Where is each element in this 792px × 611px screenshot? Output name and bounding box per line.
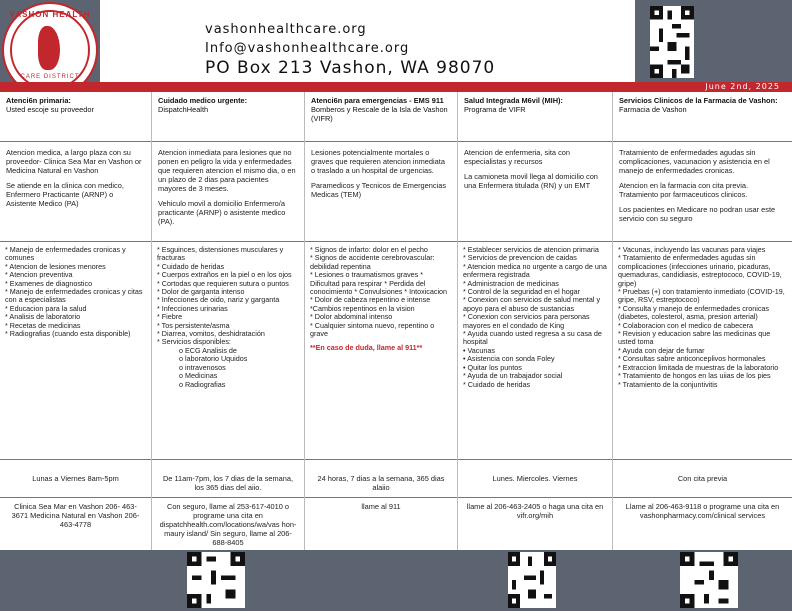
list-item: * Dolor de garganta intenso xyxy=(157,287,245,297)
services-list xyxy=(458,242,612,460)
list-item: * Diarrea, vomitos, deshidratación xyxy=(157,329,265,339)
column-emergency-care xyxy=(305,92,458,550)
column-pharmacy xyxy=(613,92,792,550)
list-item: * Tratamiento de la conjuntivitis xyxy=(618,379,718,389)
column-header xyxy=(305,92,457,142)
services-list xyxy=(0,242,151,460)
column-header xyxy=(613,92,792,142)
list-item: * Educacion para la salud xyxy=(5,303,87,313)
column-header xyxy=(0,92,151,142)
email-link[interactable]: Info@vashonhealthcare.org xyxy=(205,41,410,56)
list-item: * Consultas sabre anticonceplivos hormonales xyxy=(618,354,766,364)
column-urgent-care xyxy=(152,92,305,550)
list-item: * Dolor de cabeza repentino e intense *Cambios repentinos en la vision xyxy=(310,295,431,313)
list-item: * Ayuda de un trabajador social xyxy=(463,371,563,381)
logo-bottom-text: CARE DISTRICT xyxy=(20,74,80,80)
logo-top-text: VASHON HEALTH xyxy=(9,10,91,19)
hours-cell: Lunas a Viernes 8am-5pm xyxy=(0,460,151,498)
description-line: La camioneta movil llega al domicilio con una Enfermera titulada (RN) y un EMT xyxy=(464,172,598,190)
list-item: * Extraccion limitada de muestras de la laboratorio xyxy=(618,362,779,372)
contact-block xyxy=(205,22,495,78)
list-item: • Asistencia con sonda Foley xyxy=(463,354,555,364)
column-header xyxy=(458,92,612,142)
list-item: o Radiografias xyxy=(179,379,226,389)
column-description xyxy=(305,142,457,242)
list-item: o laboratorio Uquidos xyxy=(179,354,248,364)
list-item: * Establecer servicios de atencion primaria xyxy=(463,245,599,254)
list-item: * Conexion con servicios de salud mental y apoyo para el abuso de sustancias xyxy=(463,295,601,313)
description-line: Los pacientes en Medicare no podran usar este servicio con su seguro xyxy=(619,205,776,223)
description-line: Vehiculo movil a domicilio Enfermero/a practicante (ARNP) o asistente medico (PA). xyxy=(158,199,286,226)
list-item: * Cuerpos extraños en la piel o en los ojos xyxy=(157,270,292,280)
column-subtitle: Bomberos y Rescale de la Isla de Vashon (VIFR) xyxy=(311,105,448,123)
list-item: • Vacunas xyxy=(463,345,495,355)
column-subtitle: Usted escoje su proveedor xyxy=(6,105,94,114)
column-title: Atenci6n para emergencias - EMS 911 xyxy=(311,96,444,105)
description-line: Atencion medica, a largo plaza con su proveedor- Clinica Sea Mar en Vashon or Medicina Natural en Vashon xyxy=(6,148,142,175)
contact-cell: Llame al 206-463-9118 o programe una cita en vashonpharmacy.com/clinical services xyxy=(625,502,780,520)
services-list xyxy=(613,242,792,460)
list-item: * Cuidado de heridas xyxy=(157,261,225,271)
services-list xyxy=(152,242,304,460)
list-item: * Tos persistente/asma xyxy=(157,320,230,330)
list-item: * Signos de accidente cerebrovascular: debilidad repentina xyxy=(310,253,435,271)
list-item: * Tratamiento de enfermedades agudas sin complicaciones (infecciones urinario, picaduras, quemaduras, candidiasis, estreptococo, COVID-19, gripe) xyxy=(618,253,782,288)
list-item: • Quitar los puntos xyxy=(463,362,522,372)
website-link[interactable]: vashonhealthcare.org xyxy=(205,22,367,37)
description-line: Atencion de enfermeria, sita con especialistas y recursos xyxy=(464,148,570,166)
list-item: * Atencion medica no urgente a cargo de una enfermera registrada xyxy=(463,261,607,280)
hours-cell: 24 horas, 7 dias a la semana, 365 dias alaiio xyxy=(305,460,457,498)
list-item: * Fiebre xyxy=(157,312,183,322)
list-item: * Cualquier sintoma nuevo, repentino o grave xyxy=(310,320,435,339)
list-item: * Vacunas, incluyendo las vacunas para viajes xyxy=(618,245,766,254)
issue-date: June 2nd, 2025 xyxy=(705,82,780,91)
list-item: * Administracion de medicinas xyxy=(463,278,559,288)
list-item: o ECG Analisis de xyxy=(179,345,237,355)
contact-cell: llame al 206-463-2405 o haga una cita en vifr.org/mih xyxy=(466,502,604,520)
list-item: o intravenosos xyxy=(179,362,226,372)
list-item: * Cuidado de heridas xyxy=(463,379,531,389)
column-title: Atenci6n primaria: xyxy=(6,96,71,105)
emergency-alert: **En caso de duda, llame al 911** xyxy=(310,343,423,353)
qr-code-icon xyxy=(680,552,738,608)
column-primary-care xyxy=(0,92,152,550)
list-item: * Radiografias (cuando esta disponible) xyxy=(5,329,131,339)
qr-code-icon xyxy=(508,552,556,608)
qr-code-icon xyxy=(650,6,694,78)
hours-cell: Con cita previa xyxy=(613,460,792,498)
contact-cell: Con seguro, llame al 253-617-4010 o programe una cita en dispatchhealth.com/locations/wa/vas hon-maury island/ Sin seguro, llame al 206-688-8405 xyxy=(159,502,297,547)
column-mobile-health xyxy=(458,92,613,550)
list-item: * Conexion con servicios para personas mayores en el condado de King xyxy=(463,312,590,330)
list-item: * Recetas de medicinas xyxy=(5,320,81,330)
services-table xyxy=(0,92,792,550)
list-item: * Dolor abdominal intenso xyxy=(310,312,393,322)
column-subtitle: DispatchHealth xyxy=(158,105,209,114)
description-line: Atencion en la farmacia con cita previa. Tratamiento por farmaceuticos clinicos. xyxy=(619,181,748,199)
column-title: Cuidado medico urgente: xyxy=(158,96,248,105)
column-subtitle: Programa de VIFR xyxy=(464,105,526,114)
description-line: Paramedicos y Tecnicos de Emergencias Medicas (TEM) xyxy=(311,181,447,199)
list-item: * Manejo de enfermedades cronicas y comunes xyxy=(5,245,126,263)
description-line: Tratamiento de enfermedades agudas sin complicaciones, vacunacion y asistencia en el manejo de enfermedades cronicas. xyxy=(619,148,770,175)
list-item: * Revision y educacion sabre las medicinas que usted toma xyxy=(618,329,771,347)
list-item: * Lesiones o traumatismos graves * Dificultad para respirar * Perdida del conocimiento * Convulsiones * Intoxicacion xyxy=(310,270,448,297)
hours-cell: De 11am-7pm, los 7 dias de la semana, los 365 dias del aiio. xyxy=(152,460,304,498)
description-line: Se atiende en la clinica con medico, Enfermero Practicante (ARNP) o Asistente Medico (PA) xyxy=(6,181,124,208)
column-description xyxy=(0,142,151,242)
list-item: o Medicinas xyxy=(179,371,218,381)
column-title: Servicios Clinicos de la Farmacia de Vashon: xyxy=(619,96,778,105)
column-description xyxy=(152,142,304,242)
list-item: * Infecciones urinarias xyxy=(157,303,228,313)
list-item: * Signos de infarto: dolor en el pecho xyxy=(310,245,428,254)
hours-cell: Lunes. Miercoles. Viernes xyxy=(458,460,612,498)
column-description xyxy=(458,142,612,242)
list-item: * Consulta y manejo de enfermedades cronicas (diabetes, colesterol, asma, presion arterial) xyxy=(618,303,770,322)
list-item: * Control de la seguridad en el hogar xyxy=(463,287,581,297)
list-item: * Servicios de prevencion de caidas xyxy=(463,253,577,263)
description-line: Lesiones potencialmente mortales o graves que requieren atencion inmediata o traslado a un hospital de urgencias. xyxy=(311,148,445,175)
column-title: Salud Integrada M6vil (MIH): xyxy=(464,96,563,105)
list-item: * Atencion de lesiones menores xyxy=(5,261,106,271)
column-subtitle: Farmacia de Vashon xyxy=(619,105,687,114)
list-item: * Manejo de enfermedades cronicas y citas con a especialistas xyxy=(5,287,143,305)
list-item: * Cortodas que requieren sutura o puntos xyxy=(157,278,289,288)
column-header xyxy=(152,92,304,142)
list-item: * Atencion preventiva xyxy=(5,270,73,280)
column-description xyxy=(613,142,792,242)
list-item: * Servicios disponibles: xyxy=(157,337,231,347)
contact-cell: llame al 911 xyxy=(361,502,401,511)
description-line: Atencion inmediata para lesiones que no ponen en peligro la vida y enfermedades que requieren atencion el mismo dia, o en un plazo de 2 dias para pacientes mayores de 3 meses. xyxy=(158,148,296,193)
list-item: * Colaboracion con el medico de cabecera xyxy=(618,320,754,330)
bottom-banner xyxy=(0,550,792,611)
list-item: * Examenes de diagnostico xyxy=(5,278,93,288)
list-item: * Tratamiento de hongos en las uiias de los pies xyxy=(618,371,771,381)
list-item: * Esguinces, distensiones musculares y fracturas xyxy=(157,245,284,263)
services-list xyxy=(305,242,457,460)
mailing-address: PO Box 213 Vashon, WA 98070 xyxy=(205,58,496,78)
list-item: * Ayuda con dejar de fumar xyxy=(618,345,705,355)
list-item: * Pruebas (+) con tratamiento inmediato (COVID-19, gripe, RSV, estreptococo) xyxy=(618,287,785,305)
island-icon xyxy=(38,26,60,70)
list-item: * Analisis de laboratorio xyxy=(5,312,81,322)
contact-cell: Clinica Sea Mar en Vashon 206- 463-3671 Medicina Natural en Vashon 206-463-4778 xyxy=(11,502,140,529)
qr-code-icon xyxy=(187,552,245,608)
list-item: * Ayuda cuando usted regresa a su casa de hospital xyxy=(463,329,602,347)
list-item: * Infecciones de oido, nariz y garganta xyxy=(157,295,280,305)
